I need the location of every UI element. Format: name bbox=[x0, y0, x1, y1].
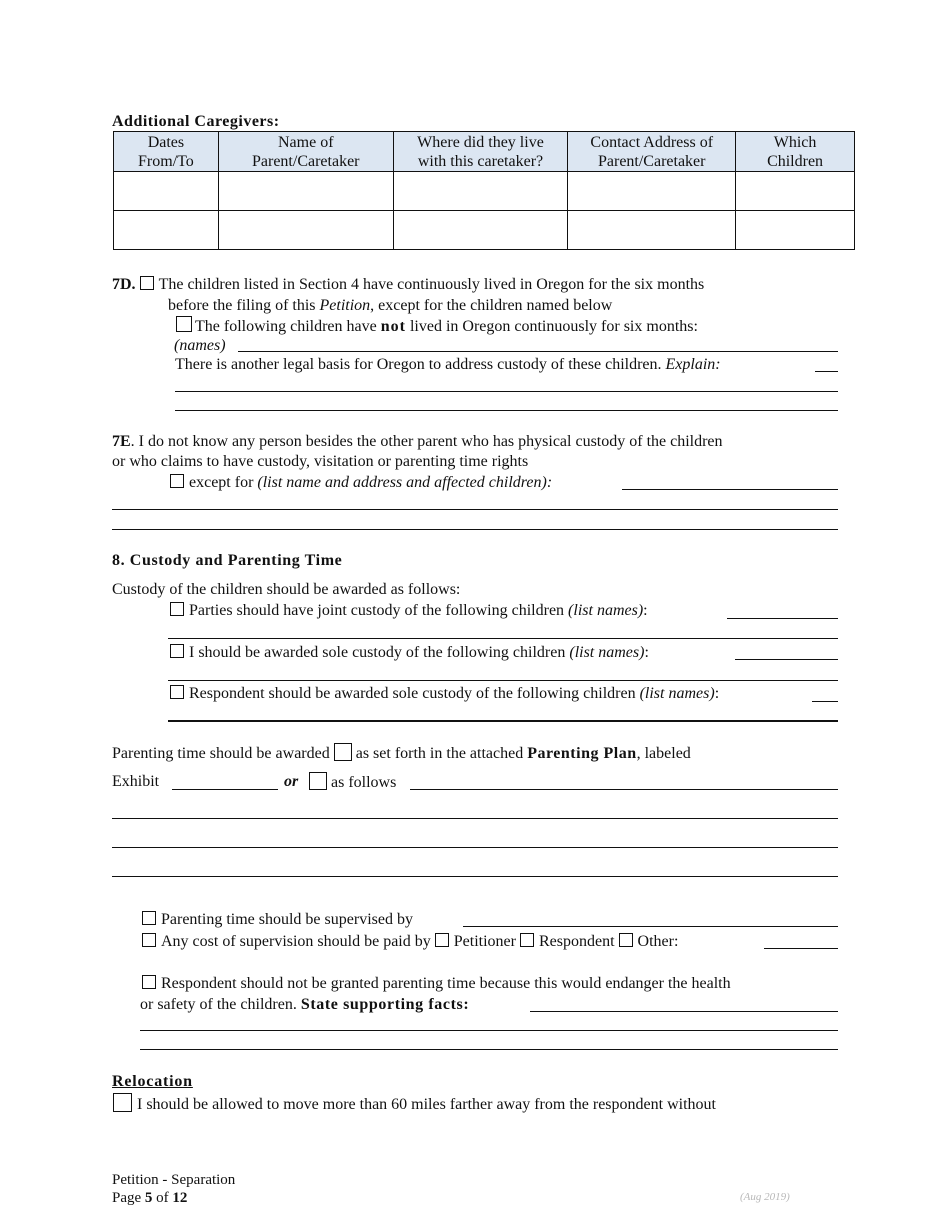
table-cell[interactable] bbox=[568, 211, 736, 250]
as-follows-option: as follows bbox=[309, 772, 396, 793]
supervised-line[interactable] bbox=[463, 926, 838, 927]
sole-custody-respondent-line[interactable] bbox=[812, 701, 838, 702]
7d-explain-line[interactable] bbox=[175, 410, 838, 411]
sole-custody-respondent-option: Respondent should be awarded sole custody of the following children (list names): bbox=[170, 684, 719, 704]
custody-intro: Custody of the children should be awarded as follows: bbox=[112, 581, 461, 598]
table-cell[interactable] bbox=[218, 172, 393, 211]
sole-custody-respondent-line[interactable] bbox=[168, 720, 838, 722]
or-text: or bbox=[284, 773, 299, 790]
petitioner-checkbox[interactable] bbox=[435, 933, 449, 947]
table-cell[interactable] bbox=[736, 211, 855, 250]
relocation-option: I should be allowed to move more than 60 miles farther away from the respondent without bbox=[113, 1093, 716, 1115]
respondent-checkbox[interactable] bbox=[520, 933, 534, 947]
7d-not-lived-checkbox[interactable] bbox=[176, 316, 192, 332]
7e-except-line[interactable] bbox=[112, 509, 838, 510]
supervision-cost-checkbox[interactable] bbox=[142, 933, 156, 947]
exhibit-line[interactable] bbox=[172, 789, 278, 790]
section-7d-line2: before the filing of this Petition, except for the children named below bbox=[168, 297, 613, 314]
col-address-header: Contact Address of Parent/Caretaker bbox=[568, 132, 736, 172]
supervision-cost-option: Any cost of supervision should be paid by Petitioner Respondent Other: bbox=[142, 932, 678, 952]
relocation-checkbox[interactable] bbox=[113, 1093, 132, 1112]
7d-legal-basis: There is another legal basis for Oregon to address custody of these children. Explain: bbox=[175, 356, 721, 373]
caregivers-table bbox=[113, 131, 855, 250]
table-cell[interactable] bbox=[393, 211, 568, 250]
section-7e-line2: or who claims to have custody, visitation or parenting time rights bbox=[112, 453, 529, 470]
sole-custody-me-line[interactable] bbox=[168, 680, 838, 681]
page-number: Page 5 of 12 bbox=[112, 1190, 188, 1206]
no-parenting-time-line2: or safety of the children. State supporting facts: bbox=[140, 996, 470, 1013]
7d-checkbox[interactable] bbox=[140, 276, 154, 290]
section-7d-label: 7D. bbox=[112, 276, 136, 293]
no-parenting-time-checkbox[interactable] bbox=[142, 975, 156, 989]
7d-explain-line[interactable] bbox=[815, 371, 838, 372]
section-8-heading: 8. Custody and Parenting Time bbox=[112, 552, 343, 569]
7d-explain-line[interactable] bbox=[175, 391, 838, 392]
7d-names-line[interactable] bbox=[238, 351, 838, 352]
other-line[interactable] bbox=[764, 948, 838, 949]
table-cell[interactable] bbox=[218, 211, 393, 250]
form-version: (Aug 2019) bbox=[740, 1191, 790, 1203]
sole-custody-me-line[interactable] bbox=[735, 659, 838, 660]
sole-custody-me-option: I should be awarded sole custody of the following children (list names): bbox=[170, 643, 649, 663]
as-follows-checkbox[interactable] bbox=[309, 772, 327, 790]
no-parenting-time-option: Respondent should not be granted parenting time because this would endanger the health bbox=[142, 974, 731, 994]
facts-line[interactable] bbox=[140, 1030, 838, 1031]
7d-names-label: (names) bbox=[174, 337, 226, 354]
supervised-checkbox[interactable] bbox=[142, 911, 156, 925]
joint-custody-line[interactable] bbox=[727, 618, 838, 619]
section-7d-line1: 7D. The children listed in Section 4 have continuously lived in Oregon for the six months bbox=[112, 276, 705, 293]
facts-line[interactable] bbox=[530, 1011, 838, 1012]
parenting-time-line1: Parenting time should be awarded as set forth in the attached Parenting Plan, labeled bbox=[112, 745, 691, 762]
sole-custody-me-checkbox[interactable] bbox=[170, 644, 184, 658]
section-7e-label: 7E bbox=[112, 433, 131, 450]
7e-except-line[interactable] bbox=[112, 529, 838, 530]
table-cell[interactable] bbox=[114, 172, 219, 211]
col-where-header: Where did they live with this caretaker? bbox=[393, 132, 568, 172]
col-name-header: Name of Parent/Caretaker bbox=[218, 132, 393, 172]
7d-not-lived-option: The following children have not lived in Oregon continuously for six months: bbox=[176, 316, 698, 337]
table-cell[interactable] bbox=[568, 172, 736, 211]
7e-except-line[interactable] bbox=[622, 489, 838, 490]
7e-except-option: except for (list name and address and affected children): bbox=[170, 473, 552, 493]
as-follows-line[interactable] bbox=[112, 818, 838, 819]
table-cell[interactable] bbox=[393, 172, 568, 211]
table-cell[interactable] bbox=[114, 211, 219, 250]
as-follows-line[interactable] bbox=[410, 789, 838, 790]
joint-custody-checkbox[interactable] bbox=[170, 602, 184, 616]
facts-line[interactable] bbox=[140, 1049, 838, 1050]
as-follows-line[interactable] bbox=[112, 876, 838, 877]
parenting-time-line2: Exhibit bbox=[112, 773, 160, 790]
footer-title: Petition - Separation bbox=[112, 1172, 236, 1188]
table-cell[interactable] bbox=[736, 172, 855, 211]
relocation-heading: Relocation bbox=[112, 1073, 193, 1090]
caregivers-heading: Additional Caregivers: bbox=[112, 113, 280, 130]
joint-custody-option: Parties should have joint custody of the following children (list names): bbox=[170, 601, 648, 621]
7e-except-checkbox[interactable] bbox=[170, 474, 184, 488]
sole-custody-respondent-checkbox[interactable] bbox=[170, 685, 184, 699]
parenting-plan-checkbox[interactable] bbox=[334, 743, 352, 761]
table-row bbox=[114, 172, 855, 211]
col-dates-header: Dates From/To bbox=[114, 132, 219, 172]
table-header-row bbox=[114, 132, 855, 172]
other-checkbox[interactable] bbox=[619, 933, 633, 947]
joint-custody-line[interactable] bbox=[168, 638, 838, 639]
as-follows-line[interactable] bbox=[112, 847, 838, 848]
section-7e-line1: 7E. I do not know any person besides the other parent who has physical custody of the children bbox=[112, 433, 723, 450]
table-row bbox=[114, 211, 855, 250]
supervised-option: Parenting time should be supervised by bbox=[142, 910, 413, 930]
col-children-header: Which Children bbox=[736, 132, 855, 172]
